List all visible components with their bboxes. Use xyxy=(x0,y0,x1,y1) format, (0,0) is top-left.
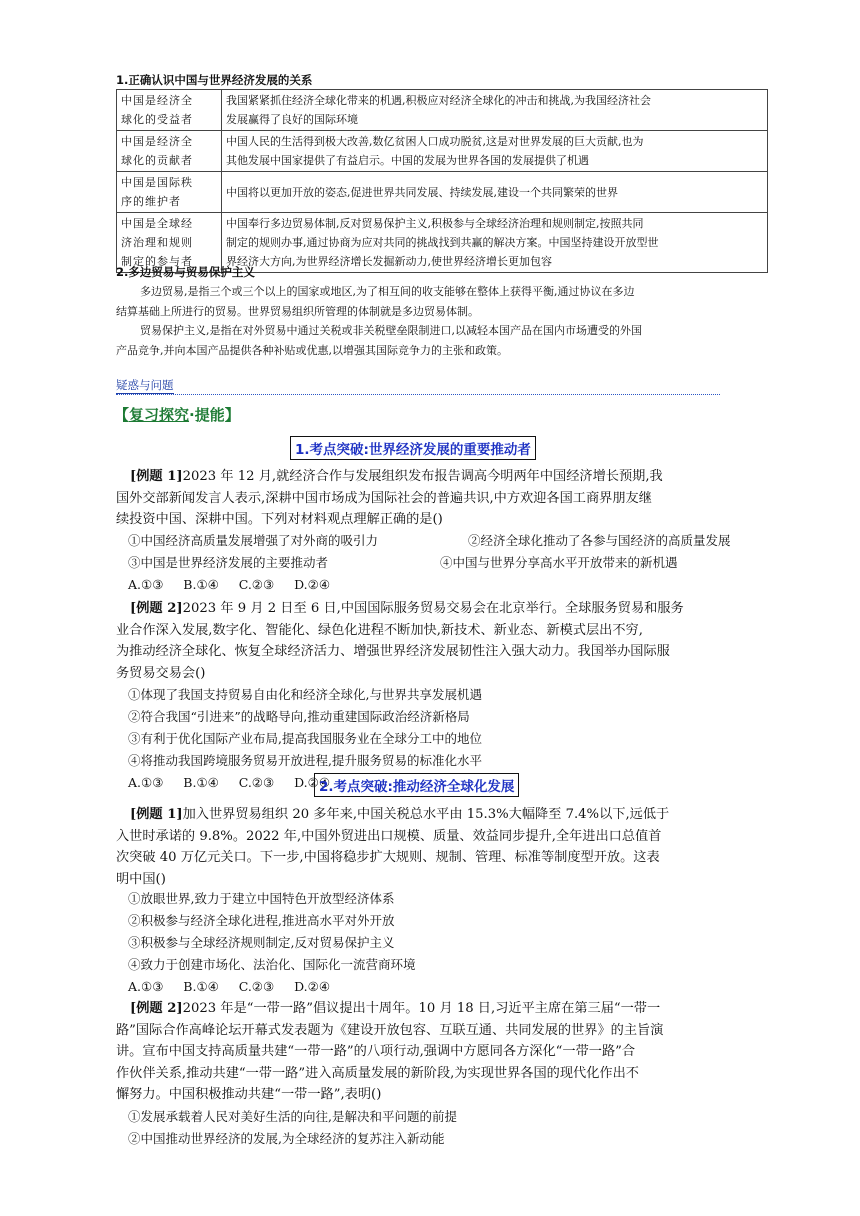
question-block: [例题 2]2023 年 9 月 2 日至 6 日,中国国际服务贸易交易会在北京举行。全球服务贸易和服务 业合作深入发展,数字化、智能化、绿色化进程不断加快,新技术、新业态、新模式层出不穷, 为推动经济全球化、恢复全球经济活力、增强世界经济发展韧性注入强大动力。我国举办国际服 务贸易交易会() xyxy=(116,601,684,681)
question-block: [例题 1]加入世界贸易组织 20 多年来,中国关税总水平由 15.3%大幅降至 7.4%以下,远低于 入世时承诺的 9.8%。2022 年,中国外贸进出口规模、质量、效益同步提升,全年进出口总值首 次突破 40 万亿元关口。下一步,中国将稳步扩大规则、规制、管理、标准等制度型开放。这表 明中国() xyxy=(116,807,670,887)
answer-choices: A.①③ B.①④ C.②③ D.②④ xyxy=(128,577,331,592)
table-key-cell: 中国是经济全 球化的受益者 xyxy=(117,90,222,131)
topic1-heading: 1.考点突破:世界经济发展的重要推动者 xyxy=(290,436,536,460)
dotted-divider xyxy=(116,394,720,395)
option: ④致力于创建市场化、法治化、国际化一流营商环境 xyxy=(128,957,416,972)
table-row xyxy=(117,131,768,172)
table-row xyxy=(117,90,768,131)
relationship-table xyxy=(116,89,768,273)
table-row xyxy=(117,172,768,213)
table-key-cell: 中国是国际秩 序的维护者 xyxy=(117,172,222,213)
option: ②中国推动世界经济的发展,为全球经济的复苏注入新动能 xyxy=(128,1131,445,1146)
option: ②符合我国“引进来”的战略导向,推动重建国际政治经济新格局 xyxy=(128,709,470,724)
answer-choices: A.①③ B.①④ C.②③ D.②④ xyxy=(128,979,331,994)
option: ①发展承载着人民对美好生活的向往,是解决和平问题的前提 xyxy=(128,1109,457,1124)
option: ①中国经济高质量发展增强了对外商的吸引力 xyxy=(128,533,379,548)
table-value-cell: 中国奉行多边贸易体制,反对贸易保护主义,积极参与全球经济治理和规则制定,按照共同 制定的规则办事,通过协商为应对共同的挑战找到共赢的解决方案。中国坚持建设开放型世 界经济大方向,为世界经济增长发掘新动力,使世界经济增长更加包容 xyxy=(222,213,768,273)
doubt-tag: 疑惑与问题 xyxy=(116,378,174,392)
option: ③中国是世界经济发展的主要推动者 xyxy=(128,555,329,570)
question-block: [例题 2]2023 年是“一带一路”倡议提出十周年。10 月 18 日,习近平主席在第三届“一带一 路”国际合作高峰论坛开幕式发表题为《建设开放包容、互联互通、共同发展的世界》的主旨演 讲。宣布中国支持高质量共建“一带一路”的八项行动,强调中方愿同各方深化“一带一路”合 作伙伴关系,推动共建“一带一路”进入高质量发展的新阶段,为实现世界各国的现代化作出不 懈努力。中国积极推动共建“一带一路”,表明() xyxy=(116,1001,664,1102)
section2-title: 2.多边贸易与贸易保护主义 xyxy=(116,265,255,279)
option: ①体现了我国支持贸易自由化和经济全球化,与世界共享发展机遇 xyxy=(128,687,482,702)
table-value-cell: 我国紧紧抓住经济全球化带来的机遇,积极应对经济全球化的冲击和挑战,为我国经济社会 发展赢得了良好的国际环境 xyxy=(222,90,768,131)
review-heading: 【复习探究·提能】 xyxy=(114,406,240,424)
option: ④将推动我国跨境服务贸易开放进程,提升服务贸易的标准化水平 xyxy=(128,753,482,768)
option: ①放眼世界,致力于建立中国特色开放型经济体系 xyxy=(128,891,395,906)
answer-choices: A.①③ B.①④ C.②③ D.②④ xyxy=(128,775,331,790)
option: ②经济全球化推动了各参与国经济的高质量发展 xyxy=(468,533,731,548)
option: ③积极参与全球经济规则制定,反对贸易保护主义 xyxy=(128,935,395,950)
multilateral-trade-paragraph: 多边贸易,是指三个或三个以上的国家或地区,为了相互间的收支能够在整体上获得平衡,通过协议在多边 结算基础上所进行的贸易。世界贸易组织所管理的体制就是多边贸易体制。 xyxy=(116,285,635,318)
table-value-cell: 中国人民的生活得到极大改善,数亿贫困人口成功脱贫,这是对世界发展的巨大贡献,也为 其他发展中国家提供了有益启示。中国的发展为世界各国的发展提供了机遇 xyxy=(222,131,768,172)
topic2-heading: 2.考点突破:推动经济全球化发展 xyxy=(314,773,519,797)
section1-title: 1.正确认识中国与世界经济发展的关系 xyxy=(116,73,313,87)
question-block: [例题 1]2023 年 12 月,就经济合作与发展组织发布报告调高今明两年中国经济增长预期,我 国外交部新闻发言人表示,深耕中国市场成为国际社会的普遍共识,中方欢迎各国工商界朋友继 续投资中国、深耕中国。下列对材料观点理解正确的是() xyxy=(116,469,663,527)
option: ③有利于优化国际产业布局,提高我国服务业在全球分工中的地位 xyxy=(128,731,482,746)
table-value-cell: 中国将以更加开放的姿态,促进世界共同发展、持续发展,建设一个共同繁荣的世界 xyxy=(222,172,768,213)
option: ④中国与世界分享高水平开放带来的新机遇 xyxy=(440,555,678,570)
table-key-cell: 中国是经济全 球化的贡献者 xyxy=(117,131,222,172)
protectionism-paragraph: 贸易保护主义,是指在对外贸易中通过关税或非关税壁垒限制进口,以减轻本国产品在国内市场遭受的外国 产品竞争,并向本国产品提供各种补贴或优惠,以增强其国际竞争力的主张和政策。 xyxy=(116,324,642,357)
option: ②积极参与经济全球化进程,推进高水平对外开放 xyxy=(128,913,395,928)
table-key-cell: 中国是全球经 济治理和规则 制定的参与者 xyxy=(117,213,222,273)
